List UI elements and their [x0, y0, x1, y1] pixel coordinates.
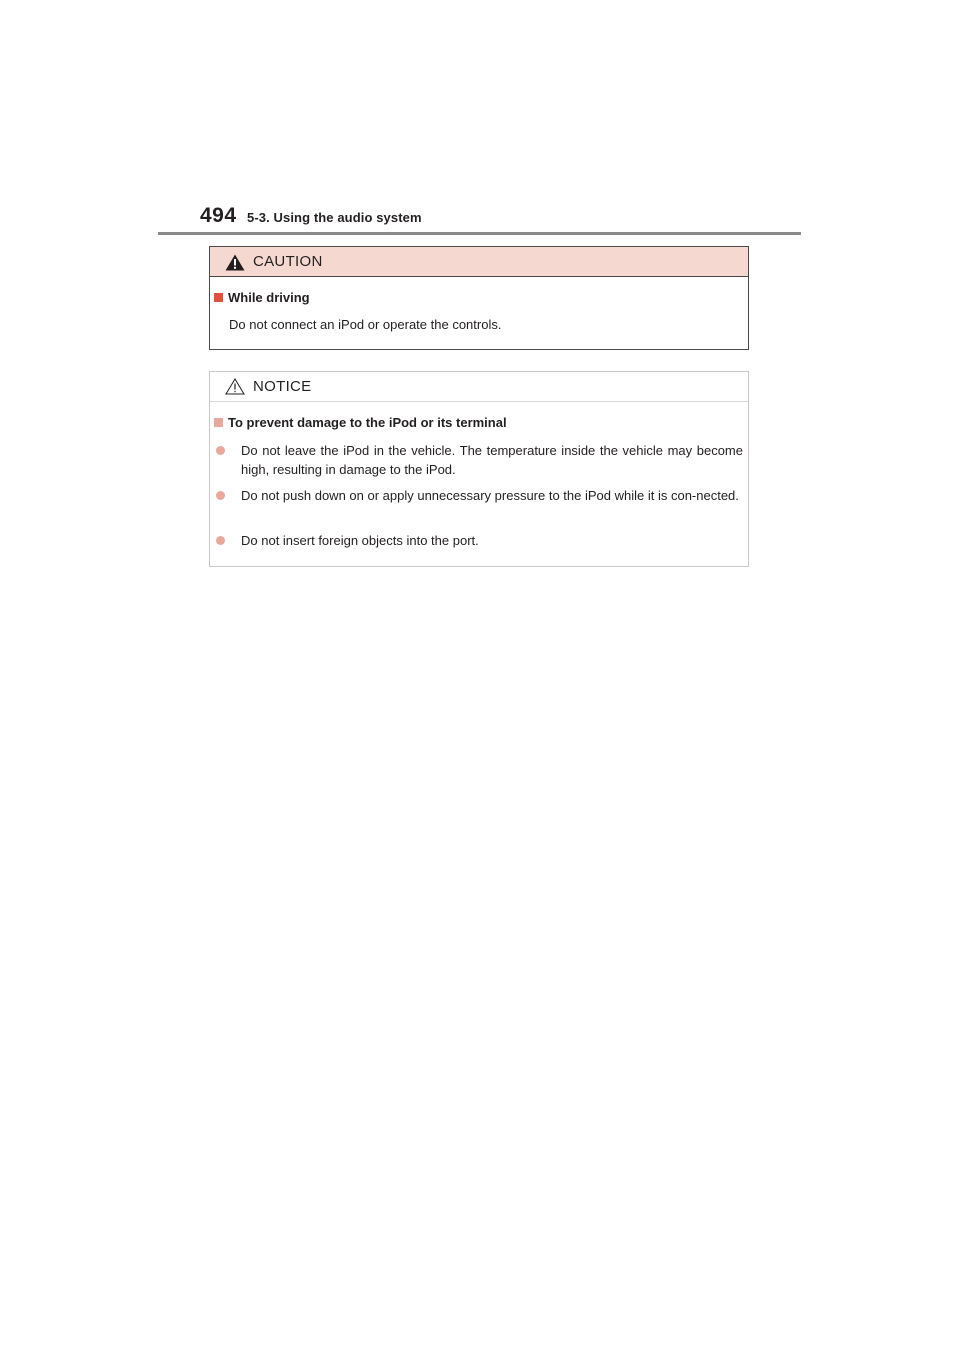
- page-number: 494: [200, 204, 237, 227]
- notice-title: NOTICE: [253, 378, 312, 395]
- caution-text: Do not connect an iPod or operate the controls.: [229, 317, 502, 332]
- notice-header: [210, 372, 748, 402]
- caution-box: [209, 246, 749, 350]
- caution-heading-text: While driving: [228, 290, 310, 305]
- circle-bullet-icon: [216, 491, 225, 500]
- list-item: [216, 441, 743, 479]
- warning-triangle-outline-icon: [225, 378, 245, 395]
- header-rule: [158, 232, 801, 235]
- caution-header: [210, 247, 748, 277]
- list-item: [216, 531, 743, 550]
- circle-bullet-icon: [216, 536, 225, 545]
- list-item-text: Do not push down on or apply unnecessary pressure to the iPod while it is con-nected.: [241, 488, 739, 503]
- caution-title: CAUTION: [253, 253, 323, 270]
- list-item: [216, 486, 743, 505]
- circle-bullet-icon: [216, 446, 225, 455]
- page-header: [200, 204, 800, 234]
- square-bullet-icon: [214, 418, 223, 427]
- notice-box: [209, 371, 749, 567]
- warning-triangle-icon: [225, 254, 245, 271]
- notice-heading-text: To prevent damage to the iPod or its terminal: [228, 415, 507, 430]
- list-item-text: Do not insert foreign objects into the port.: [241, 533, 479, 548]
- section-title: 5-3. Using the audio system: [247, 210, 422, 225]
- notice-heading: [214, 415, 507, 430]
- caution-heading: [214, 290, 310, 305]
- square-bullet-icon: [214, 293, 223, 302]
- list-item-text: Do not leave the iPod in the vehicle. The temperature inside the vehicle may become high, resulting in damage to the iPod.: [241, 443, 743, 477]
